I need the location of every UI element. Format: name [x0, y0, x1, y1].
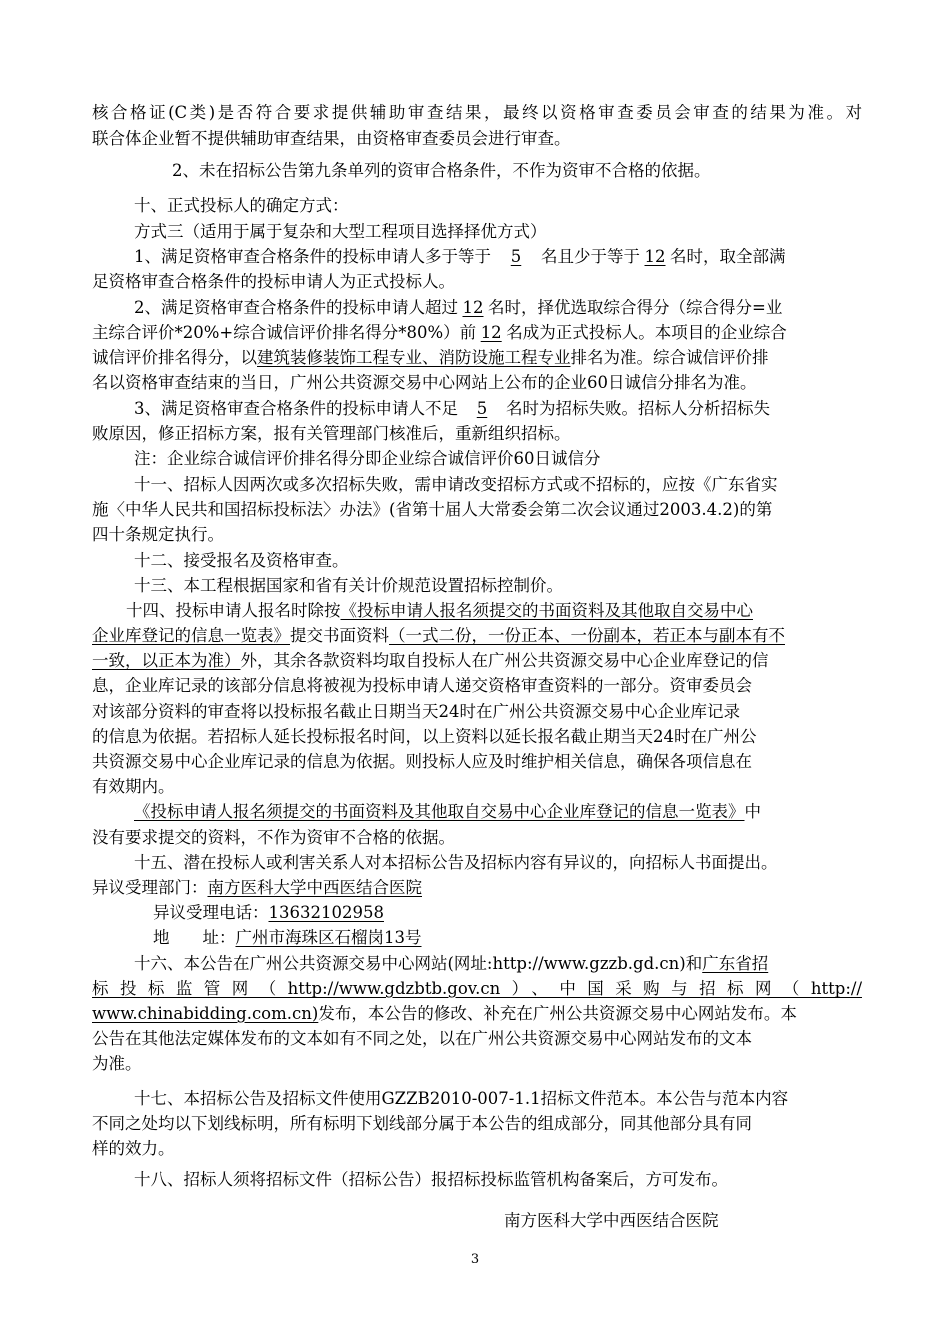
paragraph-line [92, 1002, 862, 1026]
paragraph-line [92, 346, 862, 370]
text-run: 1、满足资格审查合格条件的投标申请人多于等于 [134, 247, 491, 266]
paragraph-line: 四十条规定执行。 [92, 525, 224, 544]
paragraph-line [134, 245, 862, 269]
paragraph-line: 不同之处均以下划线标明，所有标明下划线部分属于本公告的组成部分，同其他部分具有同 [92, 1114, 752, 1133]
paragraph-line: 施〈中华人民共和国招标投标法〉办法》(省第十届人大常委会第二次会议通过2003.4.2)的第 [92, 500, 773, 519]
paragraph-line [92, 321, 862, 345]
text-run: 诚信评价排名得分，以 [92, 348, 257, 367]
underlined-blank: 5 [476, 399, 488, 418]
paragraph-line [134, 952, 862, 976]
section-heading: 十三、本工程根据国家和省有关计价规范设置招标控制价。 [134, 576, 563, 595]
paragraph-line: 没有要求提交的资料，不作为资审不合格的依据。 [92, 828, 455, 847]
paragraph-line: 十八、招标人须将招标文件（招标公告）报招标投标监管机构备案后，方可发布。 [134, 1170, 728, 1189]
underlined-text: 一致，以正本为准） [92, 651, 241, 670]
paragraph-line [153, 926, 862, 950]
paragraph-line: 的信息为依据。若招标人延长投标报名时间，以上资料以延长报名截止期当天24时在广州公 [92, 727, 757, 746]
paragraph-line: 方式三（适用于属于复杂和大型工程项目选择择优方式） [134, 222, 547, 241]
text-run: 地 址： [153, 928, 236, 947]
paragraph-line: 公告在其他法定媒体发布的文本如有不同之处，以在广州公共资源交易中心网站发布的文本 [92, 1029, 752, 1048]
underlined-text: （一式二份，一份正本、一份副本，若正本与副本有不 [389, 626, 785, 645]
text-run: 名时为招标失败。招标人分析招标失 [506, 399, 770, 418]
paragraph-line [92, 876, 862, 900]
underlined-text: 《投标申请人报名须提交的书面资料及其他取自交易中心 [340, 601, 753, 620]
page-number: 3 [470, 1252, 480, 1267]
underlined-text: www.chinabidding.com.cn) [92, 1004, 319, 1023]
underlined-text: 建筑装修装饰工程专业、消防设施工程专业 [257, 348, 571, 367]
text-run: 提交书面资料 [290, 626, 389, 645]
underlined-text: 企业库登记的信息一览表》 [92, 626, 290, 645]
paragraph-line: 联合体企业暂不提供辅助审查结果，由资格审查委员会进行审查。 [92, 129, 571, 148]
text-run: 十六、本公告在广州公共资源交易中心网站(网址:http://www.gzzb.gd.cn)和 [134, 954, 703, 973]
paragraph-line: 对该部分资料的审查将以投标报名截止日期当天24时在广州公共资源交易中心企业库记录 [92, 702, 740, 721]
paragraph-line: 名以资格审查结束的当日，广州公共资源交易中心网站上公布的企业60日诚信分排名为准。 [92, 373, 757, 392]
underlined-blank: 5 [510, 247, 522, 266]
text-run: 排名为准。综合诚信评价排 [570, 348, 769, 367]
paragraph-line: 核合格证(C类)是否符合要求提供辅助审查结果，最终以资格审查委员会审查的结果为准。对 [92, 103, 862, 122]
paragraph-line [134, 296, 862, 320]
text-run: 异议受理电话： [153, 903, 269, 922]
paragraph-line: 样的效力。 [92, 1139, 175, 1158]
paragraph-line: 为准。 [92, 1054, 142, 1073]
text-run: 主综合评价*20%+综合诚信评价排名得分*80%）前 [92, 323, 477, 342]
paragraph-line [134, 397, 862, 421]
text-run: 3、满足资格审查合格条件的投标申请人不足 [134, 399, 458, 418]
paragraph-line [92, 649, 862, 673]
paragraph-line: 败原因，修正招标方案，报有关管理部门核准后，重新组织招标。 [92, 424, 571, 443]
section-heading: 十、正式投标人的确定方式： [134, 196, 349, 215]
paragraph-line: 2、未在招标公告第九条单列的资审合格条件，不作为资审不合格的依据。 [172, 161, 711, 180]
paragraph-line [134, 800, 862, 824]
paragraph-line: 共资源交易中心企业库记录的信息为依据。则投标人应及时维护相关信息，确保各项信息在 [92, 752, 752, 771]
underlined-text: 广东省招 [702, 954, 769, 973]
paragraph-line [126, 599, 862, 623]
paragraph-line: 有效期内。 [92, 777, 175, 796]
section-heading: 十二、接受报名及资格审查。 [134, 551, 349, 570]
underlined-blank: 12 [480, 323, 502, 342]
text-run: 中 [744, 802, 761, 821]
underlined-blank: 12 [462, 298, 484, 317]
text-run: 名且少于等于 [541, 247, 640, 266]
paragraph-line [153, 901, 862, 925]
underlined-text: 广州市海珠区石榴岗13号 [235, 928, 422, 947]
underlined-text: 《投标申请人报名须提交的书面资料及其他取自交易中心企业库登记的信息一览表》 [134, 802, 745, 821]
text-run: 名时，择优选取综合得分（综合得分=业 [488, 298, 783, 317]
paragraph-line [92, 624, 862, 648]
note-line: 注：企业综合诚信评价排名得分即企业综合诚信评价60日诚信分 [134, 449, 601, 468]
signature: 南方医科大学中西医结合医院 [504, 1211, 719, 1230]
text-run: 外，其余各款资料均取自投标人在广州公共资源交易中心企业库登记的信 [240, 651, 769, 670]
text-run: 十四、投标申请人报名时除按 [126, 601, 341, 620]
underlined-text: 南方医科大学中西医结合医院 [207, 878, 422, 897]
paragraph-line: 息，企业库记录的该部分信息将被视为投标申请人递交资格审查资料的一部分。资审委员会 [92, 676, 752, 695]
paragraph-line: 足资格审查合格条件的投标申请人为正式投标人。 [92, 272, 455, 291]
paragraph-line: 十五、潜在投标人或利害关系人对本招标公告及招标内容有异议的，向招标人书面提出。 [134, 853, 778, 872]
underlined-blank: 12 [644, 247, 666, 266]
text-run: 2、满足资格审查合格条件的投标申请人超过 [134, 298, 458, 317]
paragraph-line: 标投标监管网（http://www.gdzbtb.gov.cn）、中国采购与招标网（http:// [92, 979, 862, 998]
text-run: 名时，取全部满 [670, 247, 786, 266]
paragraph-line: 十一、招标人因两次或多次招标失败，需申请改变招标方式或不招标的，应按《广东省实 [134, 475, 778, 494]
text-run: 发布，本公告的修改、补充在广州公共资源交易中心网站发布。本 [318, 1004, 797, 1023]
text-run: 名成为正式投标人。本项目的企业综合 [506, 323, 787, 342]
paragraph-line: 十七、本招标公告及招标文件使用GZZB2010-007-1.1招标文件范本。本公告与范本内容 [134, 1089, 789, 1108]
text-run: 异议受理部门： [92, 878, 208, 897]
underlined-text: 13632102958 [268, 903, 384, 922]
